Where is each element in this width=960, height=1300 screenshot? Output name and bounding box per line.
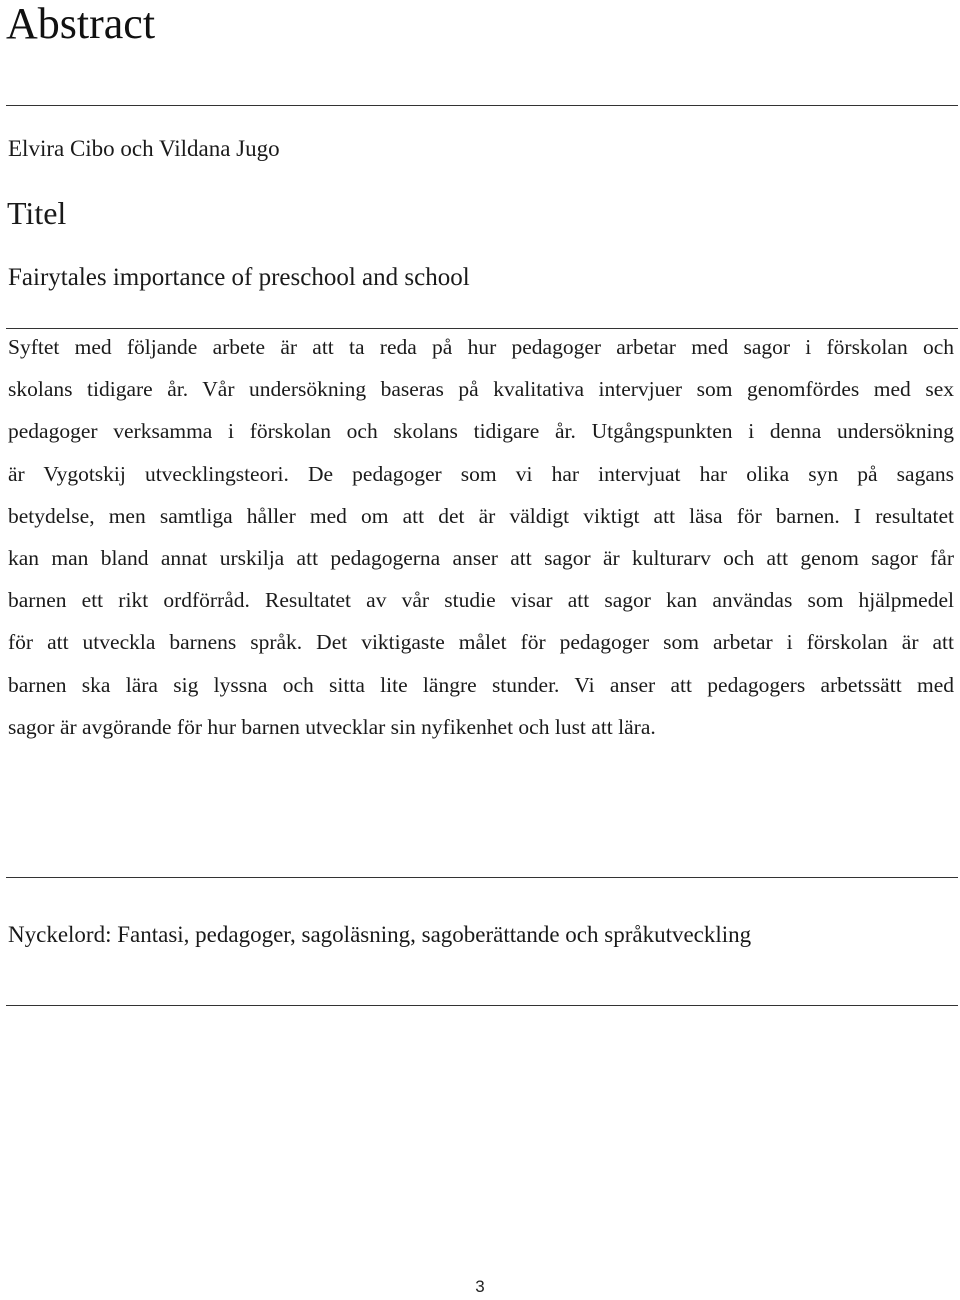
abstract-line: barnen ett rikt ordförråd. Resultatet av vår studie visar att sagor kan användas som hjälpmedel bbox=[8, 588, 954, 613]
abstract-line: kan man bland annat urskilja att pedagogerna anser att sagor är kulturarv och att genom sagor får bbox=[8, 546, 954, 571]
abstract-line: är Vygotskij utvecklingsteori. De pedagoger som vi har intervjuat har olika syn på sagans bbox=[8, 461, 954, 486]
divider-keywords-bottom bbox=[6, 1005, 958, 1006]
abstract-line: för att utveckla barnens språk. Det viktigaste målet för pedagoger som arbetar i förskolan är att bbox=[8, 630, 954, 655]
abstract-line: barnen ska lära sig lyssna och sitta lite längre stunder. Vi anser att pedagogers arbetssätt med bbox=[8, 672, 954, 697]
divider-top bbox=[6, 105, 958, 106]
keywords: Nyckelord: Fantasi, pedagoger, sagoläsning, sagoberättande och språkutveckling bbox=[8, 922, 752, 947]
abstract-line: betydelse, men samtliga håller med om att det är väldigt viktigt att läsa för barnen. I resultatet bbox=[8, 503, 954, 528]
page-heading: Abstract bbox=[6, 0, 156, 48]
abstract-line: Syftet med följande arbete är att ta reda på hur pedagoger arbetar med sagor i förskolan och bbox=[8, 335, 954, 359]
abstract-line: skolans tidigare år. Vår undersökning baseras på kvalitativa intervjuer som genomfördes med sex bbox=[8, 377, 954, 402]
authors: Elvira Cibo och Vildana Jugo bbox=[8, 136, 280, 161]
abstract-line: sagor är avgörande för hur barnen utvecklar sin nyfikenhet och lust att lära. bbox=[8, 714, 656, 739]
title-label: Titel bbox=[7, 195, 67, 231]
abstract-body bbox=[8, 326, 954, 748]
divider-keywords-top bbox=[6, 877, 958, 878]
page-number: 3 bbox=[475, 1277, 485, 1296]
thesis-title: Fairytales importance of preschool and school bbox=[8, 264, 470, 291]
abstract-line: pedagoger verksamma i förskolan och skolans tidigare år. Utgångspunkten i denna undersökning bbox=[8, 419, 954, 444]
